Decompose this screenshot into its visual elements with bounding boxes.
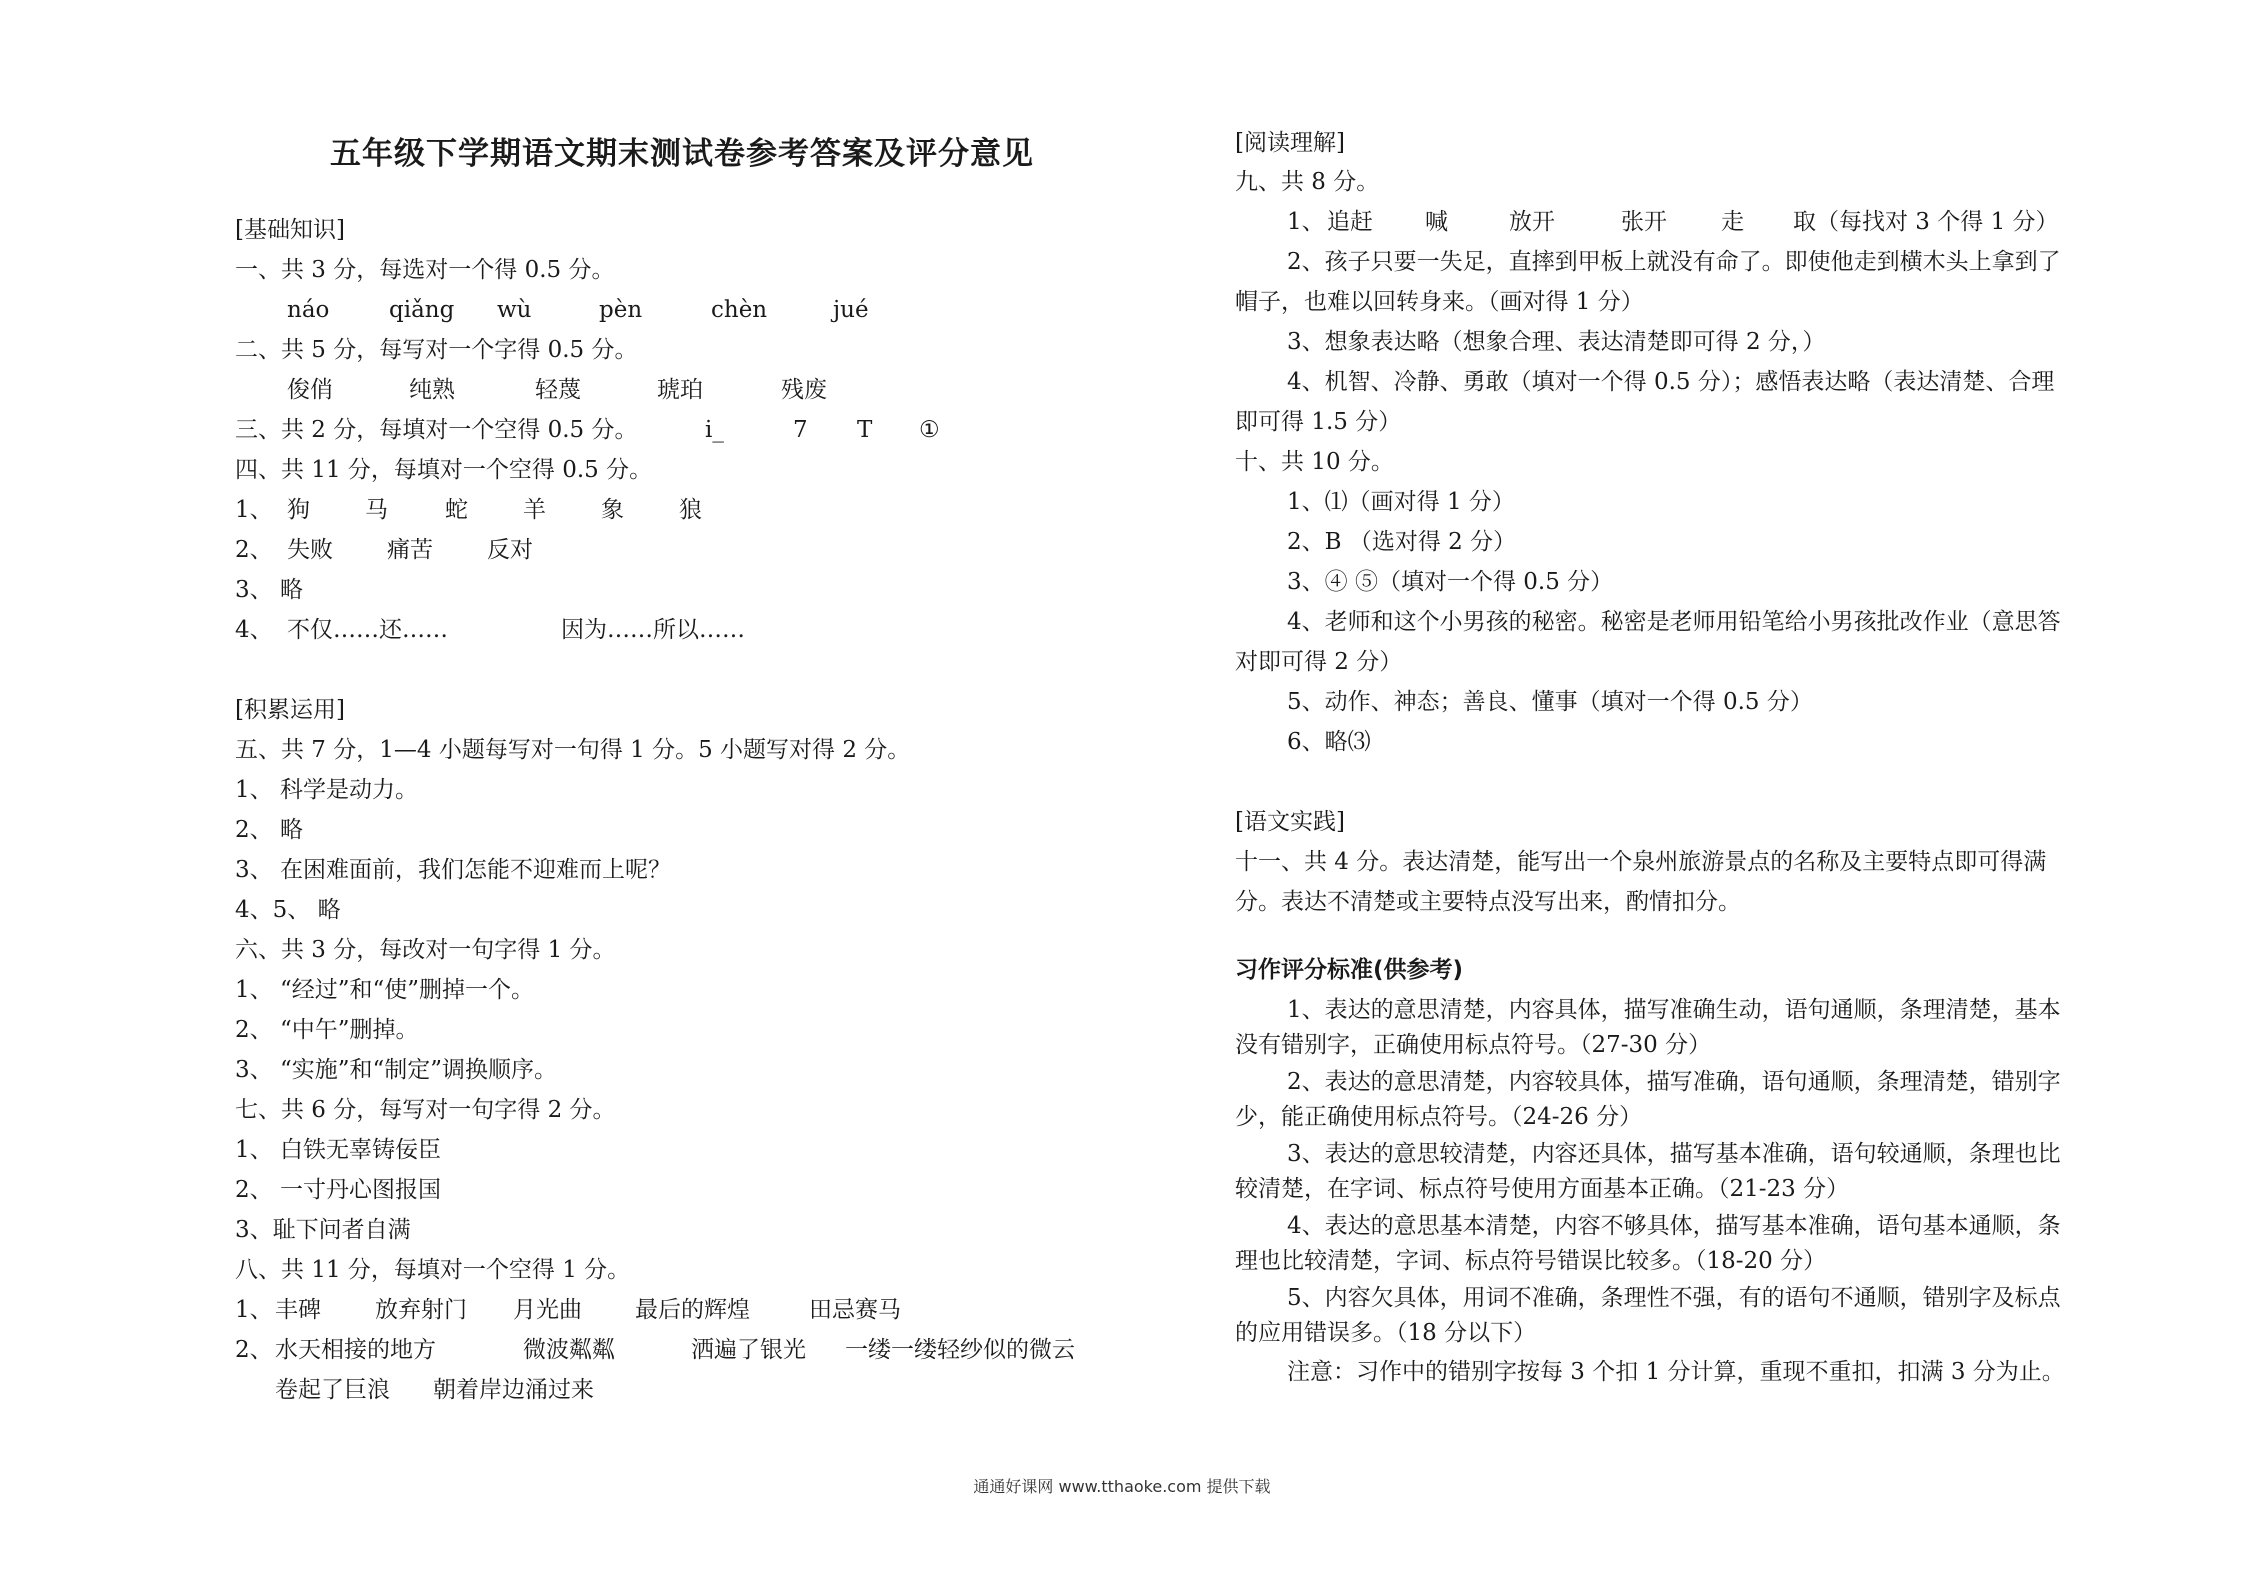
conjunction-answer: 因为……所以…… (561, 617, 745, 643)
verb-answer: 喊 (1425, 209, 1448, 235)
pinyin-answer: chèn (711, 297, 768, 323)
antonym-answer: 痛苦 (387, 537, 433, 563)
text-answer: 最后的辉煌 (635, 1297, 750, 1323)
conjunction-answer: 不仅……还…… (287, 617, 448, 643)
essay-criterion-3-continued: 较清楚，在字词、标点符号使用方面基本正确。（21-23 分） (1235, 1176, 1850, 1202)
question-7: 七、共 6 分，每写对一句字得 2 分。 (235, 1097, 616, 1123)
animal-answer: 狗 (287, 497, 310, 523)
q10-4-answer-continued: 对即可得 2 分） (1235, 649, 1403, 675)
question-8: 八、共 11 分，每填对一个空得 1 分。 (235, 1257, 631, 1283)
q9-4-answer: 4、机智、冷静、勇敢（填对一个得 0.5 分）；感悟表达略（表达清楚、合理 (1287, 369, 2055, 395)
q8-2-answers-continued (235, 1375, 594, 1405)
q5-45-answer: 4、5、 略 (235, 897, 341, 923)
question-3 (235, 415, 940, 445)
antonym-answer: 失败 (287, 537, 333, 563)
text-answer: 水天相接的地方 (275, 1337, 436, 1363)
item-number: 2、 (235, 537, 273, 563)
word-answer: 轻蔑 (535, 377, 581, 403)
q6-2-answer: 2、 “中午”删掉。 (235, 1017, 419, 1043)
verb-answer: 取（每找对 3 个得 1 分） (1793, 209, 2059, 235)
q10-3-answer: 3、④ ⑤（填对一个得 0.5 分） (1287, 569, 1614, 595)
verb-answer: 走 (1721, 209, 1744, 235)
q7-1-answer: 1、 白铁无辜铸佞臣 (235, 1137, 441, 1163)
q5-1-answer: 1、 科学是动力。 (235, 777, 418, 803)
q9-4-answer-continued: 即可得 1.5 分） (1235, 409, 1402, 435)
item-number: 4、 (235, 617, 273, 643)
q3-answer: 7 (793, 417, 808, 443)
q4-3-answer: 3、 略 (235, 577, 303, 603)
text-answer: 丰碑 (275, 1297, 321, 1323)
section-basic-knowledge: [基础知识] (235, 217, 345, 243)
q1-pinyin-answers (235, 295, 869, 325)
animal-answer: 象 (601, 497, 624, 523)
question-9: 九、共 8 分。 (1235, 169, 1380, 195)
word-answer: 俊俏 (287, 377, 333, 403)
q9-2-answer-continued: 帽子，也难以回转身来。（画对得 1 分） (1235, 289, 1644, 315)
page-title: 五年级下学期语文期末测试卷参考答案及评分意见 (330, 136, 1034, 172)
q6-3-answer: 3、 “实施”和“制定”调换顺序。 (235, 1057, 557, 1083)
question-2: 二、共 5 分，每写对一个字得 0.5 分。 (235, 337, 638, 363)
q3-answer: T (857, 417, 873, 443)
essay-criteria-title: 习作评分标准(供参考) (1235, 957, 1464, 983)
pinyin-answer: qiǎng (389, 297, 455, 323)
q10-4-answer: 4、老师和这个小男孩的秘密。秘密是老师用铅笔给小男孩批改作业（意思答 (1287, 609, 2061, 635)
q10-5-answer: 5、动作、神态；善良、懂事（填对一个得 0.5 分） (1287, 689, 1813, 715)
animal-answer: 羊 (523, 497, 546, 523)
question-11: 十一、共 4 分。表达清楚，能写出一个泉州旅游景点的名称及主要特点即可得满 (1235, 849, 2047, 875)
q6-1-answer: 1、 “经过”和“使”删掉一个。 (235, 977, 534, 1003)
section-accumulation: [积累运用] (235, 697, 345, 723)
animal-answer: 狼 (679, 497, 702, 523)
text-answer: 放弃射门 (375, 1297, 467, 1323)
essay-criterion-2: 2、表达的意思清楚，内容较具体，描写准确，语句通顺，条理清楚，错别字 (1287, 1069, 2061, 1095)
q2-word-answers (235, 375, 827, 405)
footer-source: 通通好课网 www.tthaoke.com 提供下载 (973, 1477, 1271, 1496)
question-5: 五、共 7 分，1—4 小题每写对一句得 1 分。5 小题写对得 2 分。 (235, 737, 911, 763)
q8-2-answers (235, 1335, 1075, 1365)
word-answer: 琥珀 (657, 377, 703, 403)
pinyin-answer: pèn (599, 297, 643, 323)
pinyin-answer: wù (497, 297, 532, 323)
q9-1-answers (1235, 207, 2059, 237)
q3-answer: ① (919, 417, 940, 443)
essay-note: 注意：习作中的错别字按每 3 个扣 1 分计算，重现不重扣，扣满 3 分为止。 (1287, 1359, 2065, 1385)
essay-criterion-5-continued: 的应用错误多。（18 分以下） (1235, 1320, 1537, 1346)
section-practice: [语文实践] (1235, 809, 1345, 835)
question-6: 六、共 3 分，每改对一句字得 1 分。 (235, 937, 616, 963)
text-answer: 洒遍了银光 (691, 1337, 806, 1363)
text-answer: 朝着岸边涌过来 (433, 1377, 594, 1403)
question-10: 十、共 10 分。 (1235, 449, 1394, 475)
item-number: 1、 (235, 1297, 273, 1323)
animal-answer: 蛇 (445, 497, 468, 523)
pinyin-answer: náo (287, 297, 330, 323)
q8-1-answers (235, 1295, 901, 1325)
essay-criterion-1: 1、表达的意思清楚，内容具体，描写准确生动，语句通顺，条理清楚，基本 (1287, 997, 2061, 1023)
question-1: 一、共 3 分，每选对一个得 0.5 分。 (235, 257, 615, 283)
verb-answer: 张开 (1621, 209, 1667, 235)
q10-2-answer: 2、B （选对得 2 分） (1287, 529, 1517, 555)
essay-criterion-4-continued: 理也比较清楚，字词、标点符号错误比较多。（18-20 分） (1235, 1248, 1827, 1274)
item-number: 1、 (1287, 209, 1325, 235)
word-answer: 残废 (781, 377, 827, 403)
text-answer: 一缕一缕轻纱似的微云 (845, 1337, 1075, 1363)
essay-criterion-2-continued: 少，能正确使用标点符号。（24-26 分） (1235, 1104, 1643, 1130)
item-number: 2、 (235, 1337, 273, 1363)
essay-criterion-3: 3、表达的意思较清楚，内容还具体，描写基本准确，语句较通顺，条理也比 (1287, 1141, 2061, 1167)
text-answer: 月光曲 (513, 1297, 582, 1323)
word-answer: 纯熟 (409, 377, 455, 403)
text-answer: 卷起了巨浪 (275, 1377, 390, 1403)
question-4: 四、共 11 分，每填对一个空得 0.5 分。 (235, 457, 653, 483)
q9-2-answer: 2、孩子只要一失足，直摔到甲板上就没有命了。即使他走到横木头上拿到了 (1287, 249, 2061, 275)
antonym-answer: 反对 (487, 537, 533, 563)
q5-3-answer: 3、 在困难面前，我们怎能不迎难而上呢？ (235, 857, 671, 883)
question-3-text: 三、共 2 分，每填对一个空得 0.5 分。 (235, 417, 638, 443)
q7-2-answer: 2、 一寸丹心图报国 (235, 1177, 441, 1203)
essay-criterion-1-continued: 没有错别字，正确使用标点符号。（27-30 分） (1235, 1032, 1712, 1058)
q3-answer: i_ (705, 417, 724, 443)
q7-3-answer: 3、耻下问者自满 (235, 1217, 411, 1243)
question-11-continued: 分。表达不清楚或主要特点没写出来，酌情扣分。 (1235, 889, 1741, 915)
q10-6-answer: 6、略⑶ (1287, 729, 1371, 755)
pinyin-answer: jué (833, 297, 869, 323)
q10-1-answer: 1、⑴（画对得 1 分） (1287, 489, 1515, 515)
essay-criterion-5: 5、内容欠具体，用词不准确，条理性不强，有的语句不通顺，错别字及标点 (1287, 1285, 2061, 1311)
q4-4-answers (235, 615, 745, 645)
q9-3-answer: 3、想象表达略（想象合理、表达清楚即可得 2 分，） (1287, 329, 1826, 355)
q4-2-answers (235, 535, 533, 565)
q4-1-answers (235, 495, 702, 525)
text-answer: 微波粼粼 (523, 1337, 615, 1363)
q5-2-answer: 2、 略 (235, 817, 303, 843)
text-answer: 田忌赛马 (809, 1297, 901, 1323)
section-reading: [阅读理解] (1235, 130, 1345, 156)
animal-answer: 马 (365, 497, 388, 523)
item-number: 1、 (235, 497, 273, 523)
essay-criterion-4: 4、表达的意思基本清楚，内容不够具体，描写基本准确，语句基本通顺，条 (1287, 1213, 2061, 1239)
verb-answer: 放开 (1509, 209, 1555, 235)
verb-answer: 追赶 (1327, 209, 1373, 235)
